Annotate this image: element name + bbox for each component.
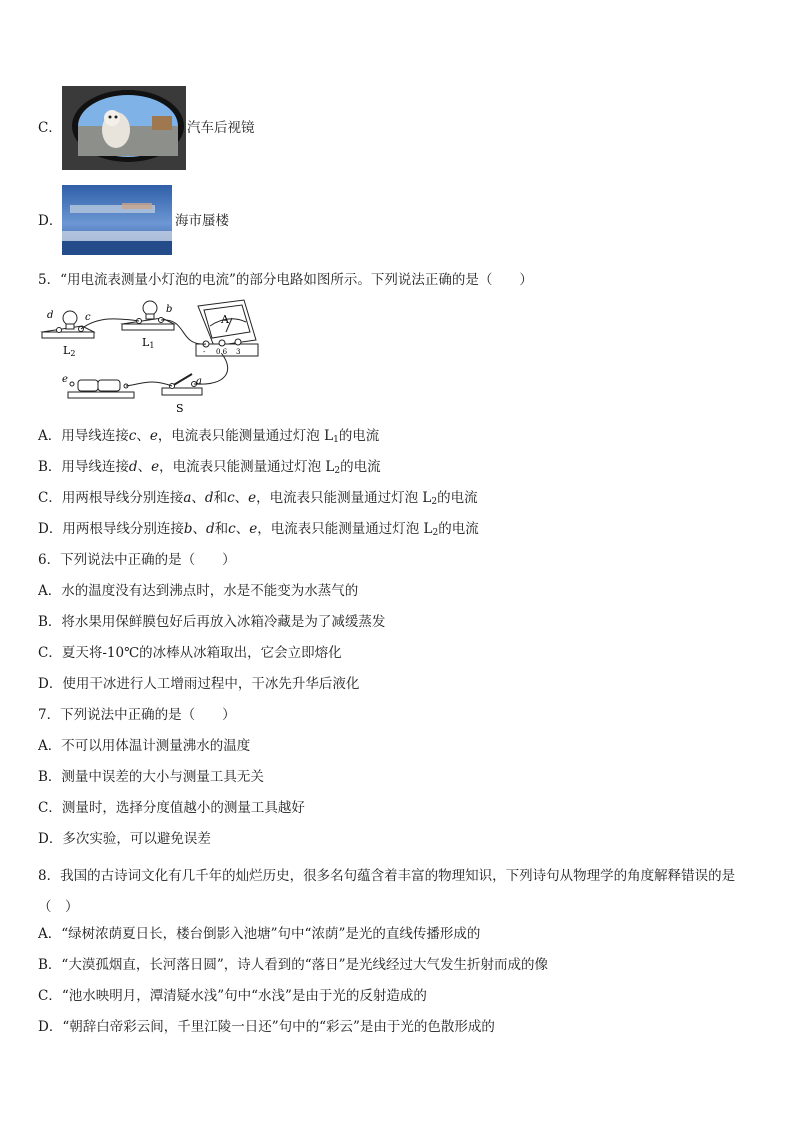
q5-circuit-figure bbox=[38, 296, 268, 416]
q8-option-b: B．“大漠孤烟直，长河落日圆”，诗人看到的“落日”是光线经过大气发生折射而成的像 bbox=[38, 957, 549, 973]
q5-option-c: C．用两根导线分别连接a、d和c、e，电流表只能测量通过灯泡 $L_2$的电流 bbox=[38, 490, 478, 507]
q5-stem: 5．“用电流表测量小灯泡的电流”的部分电路如图所示。下列说法正确的是（ ） bbox=[38, 272, 533, 288]
ammeter-06-label: 0.6 bbox=[216, 348, 228, 356]
q6-option-d: D．使用干冰进行人工增雨过程中，干冰先升华后液化 bbox=[38, 676, 360, 692]
q6-stem: 6．下列说法中正确的是（ ） bbox=[38, 552, 236, 568]
q7-option-a: A．不可以用体温计测量沸水的温度 bbox=[38, 738, 251, 754]
terminal-e-label: e bbox=[62, 374, 68, 385]
switch-s-label: S bbox=[176, 402, 184, 415]
q7-option-c: C．测量时，选择分度值越小的测量工具越好 bbox=[38, 800, 305, 816]
q5-option-d: D．用两根导线分别连接b、d和c、e，电流表只能测量通过灯泡 $L_2$的电流 bbox=[38, 521, 479, 538]
q8-stem: 8．我国的古诗词文化有几千年的灿烂历史，很多名句蕴含着丰富的物理知识，下列诗句从物理学的角度解释错误的是（ ） bbox=[38, 868, 736, 915]
lamp-l1-label: L1 bbox=[142, 336, 155, 350]
q4-option-c-caption: 汽车后视镜 bbox=[187, 120, 255, 136]
terminal-d-label: d bbox=[47, 310, 54, 321]
q8-option-c: C．“池水映明月，潭清疑水浅”句中“水浅”是由于光的反射造成的 bbox=[38, 988, 427, 1004]
q4-option-c-letter: C． bbox=[38, 120, 62, 136]
ammeter-label: A bbox=[221, 313, 229, 326]
q5-option-b: B．用导线连接d、e，电流表只能测量通过灯泡 $L_2$的电流 bbox=[38, 459, 381, 476]
q8-option-d: D．“朝辞白帝彩云间，千里江陵一日还”句中的“彩云”是由于光的色散形成的 bbox=[38, 1019, 495, 1035]
ammeter-minus-label: - bbox=[203, 348, 206, 356]
q4-option-d-caption: 海市蜃楼 bbox=[175, 213, 229, 229]
q6-option-b: B．将水果用保鲜膜包好后再放入冰箱冷藏是为了减缓蒸发 bbox=[38, 614, 386, 630]
car-rear-mirror-photo bbox=[62, 86, 186, 170]
q4-option-d-letter: D． bbox=[38, 213, 63, 229]
ammeter-3-label: 3 bbox=[236, 348, 241, 356]
q8-option-a: A．“绿树浓荫夏日长，楼台倒影入池塘”句中“浓荫”是光的直线传播形成的 bbox=[38, 926, 481, 942]
q6-option-a: A．水的温度没有达到沸点时，水是不能变为水蒸气的 bbox=[38, 583, 359, 599]
q6-option-c: C．夏天将-10℃的冰棒从冰箱取出，它会立即熔化 bbox=[38, 645, 342, 661]
mirage-photo bbox=[62, 185, 172, 255]
q7-option-b: B．测量中误差的大小与测量工具无关 bbox=[38, 769, 264, 785]
lamp-l2-label: L2 bbox=[63, 344, 76, 358]
terminal-b-label: b bbox=[166, 304, 173, 315]
terminal-c-label: c bbox=[85, 312, 91, 323]
terminal-a-label: a bbox=[196, 376, 202, 387]
q7-option-d: D．多次实验，可以避免误差 bbox=[38, 831, 211, 847]
q7-stem: 7．下列说法中正确的是（ ） bbox=[38, 707, 236, 723]
q5-option-a: A．用导线连接c、e，电流表只能测量通过灯泡 $L_1$的电流 bbox=[38, 428, 380, 445]
